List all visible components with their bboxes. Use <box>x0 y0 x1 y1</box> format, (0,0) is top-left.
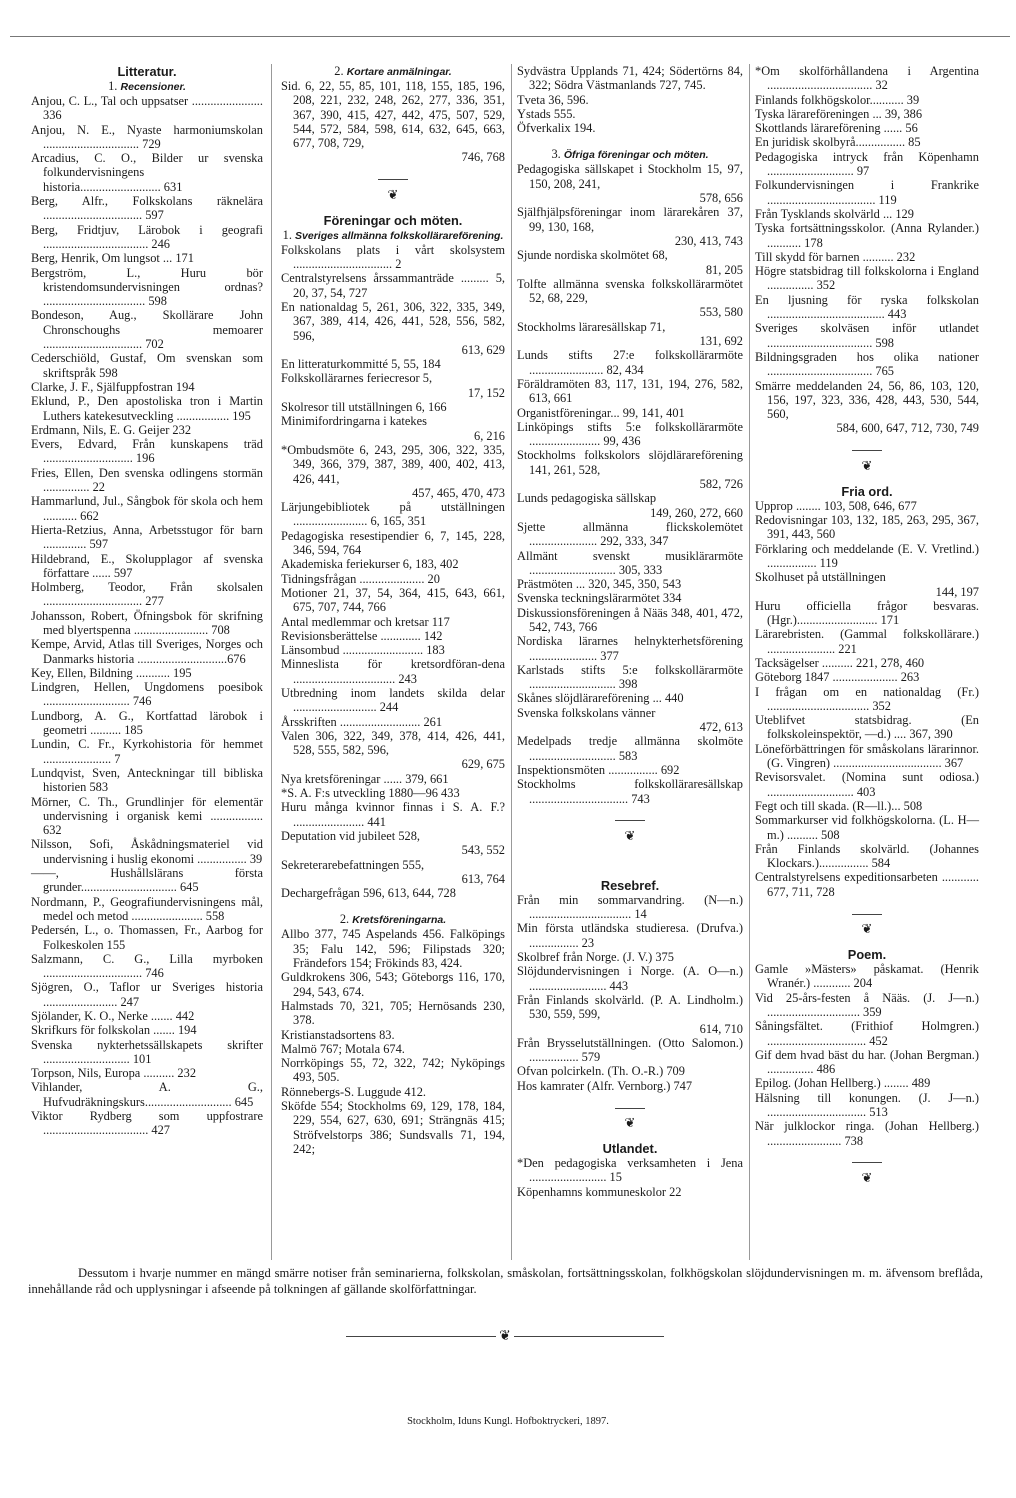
index-entry: Minimifordringarna i katekes <box>281 414 427 429</box>
index-entry: Sjölander, K. O., Nerke ....... 442 <box>31 1009 195 1023</box>
index-entry: Sköfde 554; Stockholms 69, 129, 178, 184, 229, 554, 627, 630, 691; Strängnäs 415; Ströfvelstorps 386; Sundsvalls 71, 194, 242; <box>281 1099 505 1156</box>
index-entry: Ofvan polcirkeln. (Th. O.-R.) 709 <box>517 1064 685 1079</box>
index-entry: Bondeson, Aug., Skollärare John Chronschoughs memoarer ................................ 702 <box>31 308 263 352</box>
index-entry: Erdmann, Nils, E. G. Geijer 232 <box>31 422 192 437</box>
index-entry: Torpson, Nils, Europa .......... 232 <box>31 1066 197 1081</box>
index-entry: Sommarkurser vid folkhögskolorna. (L. H—m.) .......... 508 <box>755 813 979 842</box>
index-entry: Berg, Henrik, Om lungsot ... 171 <box>31 251 194 266</box>
index-entry: *S. A. F:s utveckling 1880—96 433 <box>281 786 460 801</box>
index-entry: Folkundervisningen i Frankrike ................................... 119 <box>755 178 979 207</box>
index-entry: Deputation vid jubileet 528, <box>281 828 421 843</box>
index-entry: Minneslista för kretsordföran-dena ................................. 243 <box>281 657 505 686</box>
index-entry: Smärre meddelanden 24, 56, 86, 103, 120, 156, 197, 323, 336, 428, 443, 530, 544, 560, <box>755 378 979 422</box>
index-entry: Uteblifvet statsbidrag. (En folkskoleinspektör, —d.) .... 367, 390 <box>755 713 979 742</box>
index-entry: Lärarebristen. (Gammal folkskollärare.) ...................... 221 <box>755 627 979 656</box>
footnote-text: Dessutom i hvarje nummer en mängd smärre notiser från seminarierna, folkskolan, småskolan, fortsättningsskolan, folkhögskolan slöjdundervisningen m. m. äfvensom breflåda, innehållande råd och upplysningar i afseende på tolkningen af gällande skolförfattningar. <box>28 1266 983 1296</box>
section-ornament <box>755 905 979 937</box>
index-entry: Skottlands lärareförening ...... 56 <box>755 121 918 136</box>
subsection-title: Kortare anmälningar. <box>346 66 452 78</box>
index-entry: Såningsfältet. (Frithiof Holmgren.) ................................ 452 <box>755 1019 979 1048</box>
index-entry: Folkskollärarnes feriecresor 5, <box>281 371 433 386</box>
column-divider <box>271 64 272 1260</box>
subsection-number: 1. <box>282 227 292 242</box>
ornament-icon: ❦ <box>861 1169 873 1185</box>
index-entry: Svenska teckningslärarmötet 334 <box>517 591 682 606</box>
index-entry: Bildningsgraden hos olika nationer .................................. 765 <box>755 349 979 379</box>
section-heading: Fria ord. <box>841 483 893 499</box>
spacer <box>281 900 505 912</box>
index-entry: Öfverkalix 194. <box>517 121 596 136</box>
index-entry: Viktor Rydberg som uppfostrare .................................. 427 <box>31 1109 263 1138</box>
index-entry: Göteborg 1847 ..................... 263 <box>755 670 920 685</box>
ornament-icon: ❦ <box>499 1329 511 1344</box>
index-entry: Redovisningar 103, 132, 185, 263, 295, 367, 391, 443, 560 <box>755 513 979 542</box>
index-entry: Stockholms folkskolläraresällskap ................................ 743 <box>517 777 743 806</box>
index-entry: Lundin, C. Fr., Kyrkohistoria för hemmet ...................... 7 <box>31 737 263 766</box>
index-entry: Stockholms läraresällskap 71, <box>517 319 666 334</box>
index-column-1 <box>31 64 263 1138</box>
index-entry: Dechargefrågan 596, 613, 644, 728 <box>281 886 456 901</box>
index-entry: Diskussionsföreningen å Nääs 348, 401, 472, 542, 743, 766 <box>517 605 743 634</box>
index-entry: Ystads 555. <box>517 106 576 121</box>
index-entry: Från Tysklands skolvärld ... 129 <box>755 206 914 221</box>
index-entry-pages: 457, 465, 470, 473 <box>412 485 505 500</box>
index-entry: Huru officiella frågor besvaras. (Hgr.).......................... 171 <box>755 598 979 628</box>
index-entry: Hälsning till konungen. (J. J—n.) ................................ 513 <box>755 1090 979 1119</box>
index-entry: Lunds stifts 27:e folkskollärarmöte ........................ 82, 434 <box>517 348 743 377</box>
index-entry: Anjou, N. E., Nyaste harmoniumskolan ............................... 729 <box>31 122 263 151</box>
index-entry: Sjunde nordiska skolmötet 68, <box>517 248 668 263</box>
index-entry: Norrköpings 55, 72, 322, 742; Nyköpings 493, 505. <box>281 1056 505 1085</box>
index-entry: Nya kretsföreningar ...... 379, 661 <box>281 771 449 786</box>
index-entry: Inspektionsmöten ................ 692 <box>517 762 680 777</box>
index-entry: Pedagogiska sällskapet i Stockholm 15, 97, 150, 208, 241, <box>517 162 743 191</box>
index-entry-pages: 584, 600, 647, 712, 730, 749 <box>836 421 979 436</box>
subsection-title: Kretsföreningarna. <box>352 914 447 927</box>
index-entry: Lundborg, A. G., Kortfattad lärobok i geometri .......... 185 <box>31 708 263 738</box>
index-entry: Revisorsvalet. (Nomina sunt odiosa.) ............................ 403 <box>755 770 979 799</box>
index-entry-pages: 81, 205 <box>705 262 743 277</box>
ornament-icon: ❦ <box>624 827 636 843</box>
column-divider <box>749 64 750 1260</box>
ornament-icon: ❦ <box>861 921 873 937</box>
index-entry: Hildebrand, E., Skolupplagor af svenska författare ...... 597 <box>31 551 263 580</box>
index-entry: Tacksägelser .......... 221, 278, 460 <box>755 655 925 670</box>
section-heading: Föreningar och möten. <box>323 212 463 228</box>
index-entry: I frågan om en nationaldag (Fr.) ................................. 352 <box>755 684 979 713</box>
index-entry: Anjou, C. L., Tal och uppsatser ....................... 336 <box>31 94 263 123</box>
index-entry-pages: 613, 764 <box>461 871 505 886</box>
index-entry: *Den pedagogiska verksamheten i Jena ......................... 15 <box>517 1156 743 1185</box>
index-entry-pages: 582, 726 <box>699 477 743 492</box>
index-entry: Kempe, Arvid, Atlas till Sveriges, Norges och Danmarks historia .............................676 <box>31 637 263 666</box>
ornament-rule <box>346 1336 496 1337</box>
footnote <box>28 1266 983 1297</box>
index-entry-pages: 230, 413, 743 <box>674 233 743 248</box>
subsection-number: 3. <box>551 147 561 162</box>
index-entry: Från Finlands skolvärld. (Johannes Klockars.)................ 584 <box>755 841 979 871</box>
index-entry: En nationaldag 5, 261, 306, 322, 335, 349, 367, 389, 414, 426, 441, 528, 556, 582, 596, <box>281 299 505 343</box>
index-entry: Högre statsbidrag till folkskolorna i England ............... 352 <box>755 264 979 293</box>
index-entry: Lunds pedagogiska sällskap <box>517 491 657 506</box>
index-entry: När julklockor ringa. (Johan Hellberg.) ........................ 738 <box>755 1119 979 1148</box>
index-entry: Tolfte allmänna svenska folkskollärarmötet 52, 68, 229, <box>517 276 743 306</box>
spacer <box>517 854 743 878</box>
index-entry: Skolbref från Norge. (J. V.) 375 <box>517 950 674 965</box>
ornament-icon: ❦ <box>624 1115 636 1130</box>
index-entry: Linköpings stifts 5:e folkskollärarmöte ....................... 99, 436 <box>517 419 743 449</box>
index-entry: Från min sommarvandring. (N—n.) ................................. 14 <box>517 892 743 922</box>
index-entry: Skrifkurs för folkskolan ....... 194 <box>31 1023 197 1038</box>
index-entry: Stockholms folkskolors slöjdlärareförening 141, 261, 528, <box>517 448 743 477</box>
index-entry-pages: 17, 152 <box>467 385 505 400</box>
subsection-heading <box>517 147 743 162</box>
index-entry: Lundqvist, Sven, Anteckningar till bibliska historien 583 <box>31 765 263 795</box>
subsection-title: Recensioner. <box>120 81 186 93</box>
section-ornament <box>755 1154 979 1186</box>
index-entry: Hammarlund, Jul., Sångbok för skola och hem ........... 662 <box>31 494 263 523</box>
index-entry: Sydvästra Upplands 71, 424; Södertörns 84, 322; Södra Västmanlands 727, 745. <box>517 64 743 93</box>
index-entry: Sveriges skolväsen inför utlandet .................................. 598 <box>755 321 979 350</box>
index-entry: Holmberg, Teodor, Från skolsalen ................................ 277 <box>31 580 263 609</box>
index-entry: Evers, Edvard, Från kunskapens träd ............................. 196 <box>31 437 263 466</box>
index-entry: Slöjdundervisningen i Norge. (A. O—n.) ......................... 443 <box>517 964 743 993</box>
index-entry: Huru många kvinnor finnas i S. A. F.? ....................... 441 <box>281 800 505 829</box>
index-entry: Gamle »Mästers» påskamat. (Henrik Wranér.) ............ 204 <box>755 962 979 991</box>
index-entry: Pedersén, L., o. Thomassen, Fr., Aarbog for Folkeskolen 155 <box>31 923 263 952</box>
index-entry: Från Brysselutställningen. (Otto Salomon.) ................ 579 <box>517 1035 743 1065</box>
index-entry: Länsombud .......................... 183 <box>281 643 445 658</box>
subsection-number: 1. <box>108 79 118 93</box>
ornament-rule <box>615 1108 645 1109</box>
index-entry: Allmänt svenskt musiklärarmöte ............................ 305, 333 <box>517 548 743 577</box>
index-entry: Finlands folkhögskolor........... 39 <box>755 92 920 107</box>
ornament-rule <box>852 450 882 451</box>
section-ornament <box>517 812 743 844</box>
index-entry: Årsskriften .......................... 261 <box>281 714 443 729</box>
index-entry: Centralstyrelsens årssammanträde ......... 5, 20, 37, 54, 727 <box>281 271 505 300</box>
ornament-rule <box>615 820 645 821</box>
index-entry-pages: 131, 692 <box>699 334 743 349</box>
index-entry: Från Finlands skolvärld. (P. A. Lindholm.) 530, 559, 599, <box>517 992 743 1022</box>
section-heading: Litteratur. <box>117 64 177 79</box>
index-entry: Tidningsfrågan ..................... 20 <box>281 571 440 586</box>
subsection-heading <box>281 912 505 927</box>
index-entry: Tveta 36, 596. <box>517 92 589 107</box>
index-entry-pages: 629, 675 <box>461 757 505 772</box>
index-entry: Allbo 377, 745 Aspelands 456. Falköpings 35; Falu 142, 596; Filipstads 320; Frändefors 154; Frökinds 83, 424. <box>281 927 505 971</box>
index-entry: Berg, Alfr., Folkskolans räknelära ................................ 597 <box>31 194 263 223</box>
index-entry: Kristianstadsortens 83. <box>281 1027 395 1042</box>
index-entry: Utbredning inom landets skilda delar ........................... 244 <box>281 685 505 715</box>
column-divider <box>511 64 512 1260</box>
index-column-3 <box>517 64 743 1199</box>
index-entry: Bergström, L., Huru bör kristendomsundervisningen ordnas? ................................. 598 <box>31 265 263 309</box>
index-entry: Akademiska feriekurser 6, 183, 402 <box>281 557 459 572</box>
index-entry: Tyska lärareföreningen ... 39, 386 <box>755 106 923 121</box>
index-entry: Nordiska lärarnes helnykterhetsförening ...................... 377 <box>517 634 743 663</box>
subsection-title: Sveriges allmänna folkskollärareförening. <box>295 229 504 242</box>
index-entry: En ljusning för ryska folkskolan ...................................... 443 <box>755 292 979 322</box>
section-heading: Resebref. <box>600 877 660 893</box>
index-column-4 <box>755 64 979 1196</box>
index-entry-pages: 614, 710 <box>699 1021 743 1036</box>
index-entry: Clarke, J. F., Själfuppfostran 194 <box>31 379 195 394</box>
index-entry: Karlstads stifts 5:e folkskollärarmöte ............................ 398 <box>517 662 743 692</box>
index-entry: Köpenhamns kommuneskolor 22 <box>517 1184 682 1199</box>
section-ornament <box>755 442 979 474</box>
index-entry-pages: 472, 613 <box>699 720 743 735</box>
index-entry: Sjögren, O., Taflor ur Sveriges historia ........................ 247 <box>31 980 263 1009</box>
index-entry-pages: 144, 197 <box>935 584 979 599</box>
ornament-rule <box>852 1162 882 1163</box>
index-entry: Till skydd för barnen .......... 232 <box>755 249 916 264</box>
index-entry: Själfhjälpsföreningar inom lärarekåren 37, 99, 130, 168, <box>517 205 743 234</box>
index-entry: Fries, Ellen, Den svenska odlingens stormän ............... 22 <box>31 465 263 495</box>
index-entry: Guldkrokens 306, 543; Göteborgs 116, 170, 294, 543, 674. <box>281 970 505 999</box>
spacer <box>517 135 743 147</box>
index-entry: Lärjungebibliotek på utställningen ........................ 6, 165, 351 <box>281 500 505 529</box>
section-ornament <box>517 1099 743 1131</box>
index-entry: Revisionsberättelse ............. 142 <box>281 628 443 643</box>
index-entry: Pedagogiska resestipendier 6, 7, 145, 228, 346, 594, 764 <box>281 528 505 558</box>
index-entry: Sjette allmänna flickskolemötet ...................... 292, 333, 347 <box>517 519 743 549</box>
ornament-rule <box>514 1336 664 1337</box>
index-entry: Pedagogiska intryck från Köpenhamn ............................ 97 <box>755 149 979 179</box>
index-entry: Upprop ........ 103, 508, 646, 677 <box>755 498 917 513</box>
index-entry: *Ombudsmöte 6, 243, 295, 306, 322, 335, 349, 366, 379, 387, 389, 400, 402, 413, 426, 441, <box>281 442 505 486</box>
section-heading: Utlandet. <box>602 1141 658 1156</box>
index-entry: Vihlander, A. G., Hufvudräkningskurs............................ 645 <box>31 1080 263 1109</box>
index-entry-pages: 6, 216 <box>474 428 505 443</box>
index-entry: Motioner 21, 37, 54, 364, 415, 643, 661, 675, 707, 744, 766 <box>281 585 505 615</box>
index-entry-pages: 553, 580 <box>699 305 743 320</box>
index-entry: Malmö 767; Motala 674. <box>281 1041 405 1056</box>
subsection-heading <box>281 64 505 79</box>
index-entry: Löneförbättringen för småskolans lärarinnor. (G. Vingren) ................................... 367 <box>755 741 979 771</box>
index-entry-pages: 613, 629 <box>461 342 505 357</box>
index-entry-pages: 578, 656 <box>699 191 743 206</box>
index-entry: En juridisk skolbyrå................ 85 <box>755 135 921 150</box>
index-entry: Föräldramöten 83, 117, 131, 194, 276, 582, 613, 661 <box>517 376 743 406</box>
index-entry: Sid. 6, 22, 55, 85, 101, 118, 155, 185, 196, 208, 221, 232, 248, 262, 277, 336, 351, 367, 390, 415, 427, 442, 475, 507, 529, 544, 572, 584, 598, 614, 632, 645, 663, 677, 708, 729, <box>281 79 505 151</box>
index-entry: Lindgren, Hellen, Ungdomens poesibok ............................ 746 <box>31 680 263 709</box>
index-entry: Salzmann, C. G., Lilla myrboken ................................ 746 <box>31 951 263 981</box>
index-entry: Nordmann, P., Geografiundervisningens mål, medel och metod ....................... 558 <box>31 894 263 923</box>
section-ornament <box>281 171 505 203</box>
subsection-heading <box>31 79 263 94</box>
index-entry: Valen 306, 322, 349, 378, 414, 426, 441, 528, 555, 582, 596, <box>281 728 505 758</box>
index-entry: Svenska folkskolans vänner <box>517 705 656 720</box>
index-entry: Cederschiöld, Gustaf, Om svenskan som skriftspråk 598 <box>31 351 263 380</box>
index-entry: Prästmöten ... 320, 345, 350, 543 <box>517 577 682 592</box>
index-entry: Sekreterarebefattningen 555, <box>281 857 425 872</box>
ornament-rule <box>852 914 882 915</box>
index-entry: Tyska fortsättningsskolor. (Anna Rylander.) ........... 178 <box>755 221 979 250</box>
index-entry-pages: 746, 768 <box>461 150 505 165</box>
index-entry: Medelpads tredje allmänna skolmöte ............................ 583 <box>517 734 743 763</box>
index-entry: Key, Ellen, Bildning ........... 195 <box>31 665 192 680</box>
section-heading: Poem. <box>847 947 887 963</box>
index-entry: Centralstyrelsens expeditionsarbeten ............ 677, 711, 728 <box>755 870 979 899</box>
index-entry: Eklund, P., Den apostoliska tron i Martin Luthers katekesutveckling ................. 195 <box>31 394 263 423</box>
subsection-number: 2. <box>339 912 350 927</box>
subsection-title: Öfriga föreningar och möten. <box>563 149 709 162</box>
index-entry: Mörner, C. Th., Grundlinjer för elementär undervisning i organisk kemi ................. 632 <box>31 794 263 838</box>
index-entry: Gif dem hvad bäst du har. (Johan Bergman.) ............... 486 <box>755 1047 979 1077</box>
index-entry: En litteraturkommitté 5, 55, 184 <box>281 357 441 372</box>
index-entry: Skolresor till utställningen 6, 166 <box>281 400 447 415</box>
top-rule <box>10 36 1010 37</box>
index-entry: Svenska nykterhetssällskapets skrifter ............................ 101 <box>31 1037 263 1066</box>
index-column-2 <box>281 64 505 1156</box>
ornament-icon: ❦ <box>861 457 873 473</box>
index-entry: Hos kamrater (Alfr. Vernborg.) 747 <box>517 1078 693 1093</box>
index-entry: Fegt och till skada. (R—ll.)... 508 <box>755 798 923 813</box>
index-entry: Johansson, Robert, Öfningsbok för skrifning med blyertspenna ........................ 708 <box>31 608 263 637</box>
index-entry: Organistföreningar... 99, 141, 401 <box>517 405 685 420</box>
index-entry: Berg, Fridtjuv, Lärobok i geografi .................................. 246 <box>31 222 263 251</box>
index-entry-pages: 149, 260, 272, 660 <box>650 505 743 520</box>
index-entry: *Om skolförhållandena i Argentina .................................. 32 <box>755 64 979 93</box>
ornament-rule <box>378 179 408 180</box>
index-entry: Epilog. (Johan Hellberg.) ........ 489 <box>755 1076 931 1091</box>
index-entry-pages: 543, 552 <box>461 843 505 858</box>
index-entry: Skolhuset på utställningen <box>755 570 886 585</box>
index-entry: Förklaring och meddelande (E. V. Vretlind.) ................ 119 <box>755 541 979 570</box>
index-entry: Folkskolans plats i vårt skolsystem ................................ 2 <box>281 242 505 272</box>
bottom-ornament <box>330 1328 680 1345</box>
imprint: Stockholm, Iduns Kungl. Hofboktryckeri, 1897. <box>407 1416 609 1427</box>
index-entry: Nilsson, Sofi, Åskådningsmateriel vid undervisning i huslig ekonomi ................ 39 <box>31 837 263 866</box>
subsection-heading <box>281 228 505 243</box>
index-entry: Halmstads 70, 321, 705; Hernösands 230, 378. <box>281 998 505 1028</box>
index-entry: Hierta-Retzius, Anna, Arbetsstugor för barn .............. 597 <box>31 522 263 552</box>
index-entry: Antal medlemmar och kretsar 117 <box>281 614 450 629</box>
index-entry: Min första utländska studieresa. (Drufva.) ................ 23 <box>517 921 743 950</box>
ornament-icon: ❦ <box>387 186 399 202</box>
index-entry: Arcadius, C. O., Bilder ur svenska folkundervisningens historia.......................... 631 <box>31 151 263 194</box>
index-entry: Rönnebergs-S. Luggude 412. <box>281 1084 427 1099</box>
index-entry: ——, Hushållslärans första grunder............................... 645 <box>31 866 263 895</box>
subsection-number: 2. <box>334 64 344 78</box>
index-entry: Skånes slöjdlärareförening ... 440 <box>517 691 684 706</box>
index-entry: Vid 25-års-festen å Nääs. (J. J—n.) .............................. 359 <box>755 990 979 1019</box>
